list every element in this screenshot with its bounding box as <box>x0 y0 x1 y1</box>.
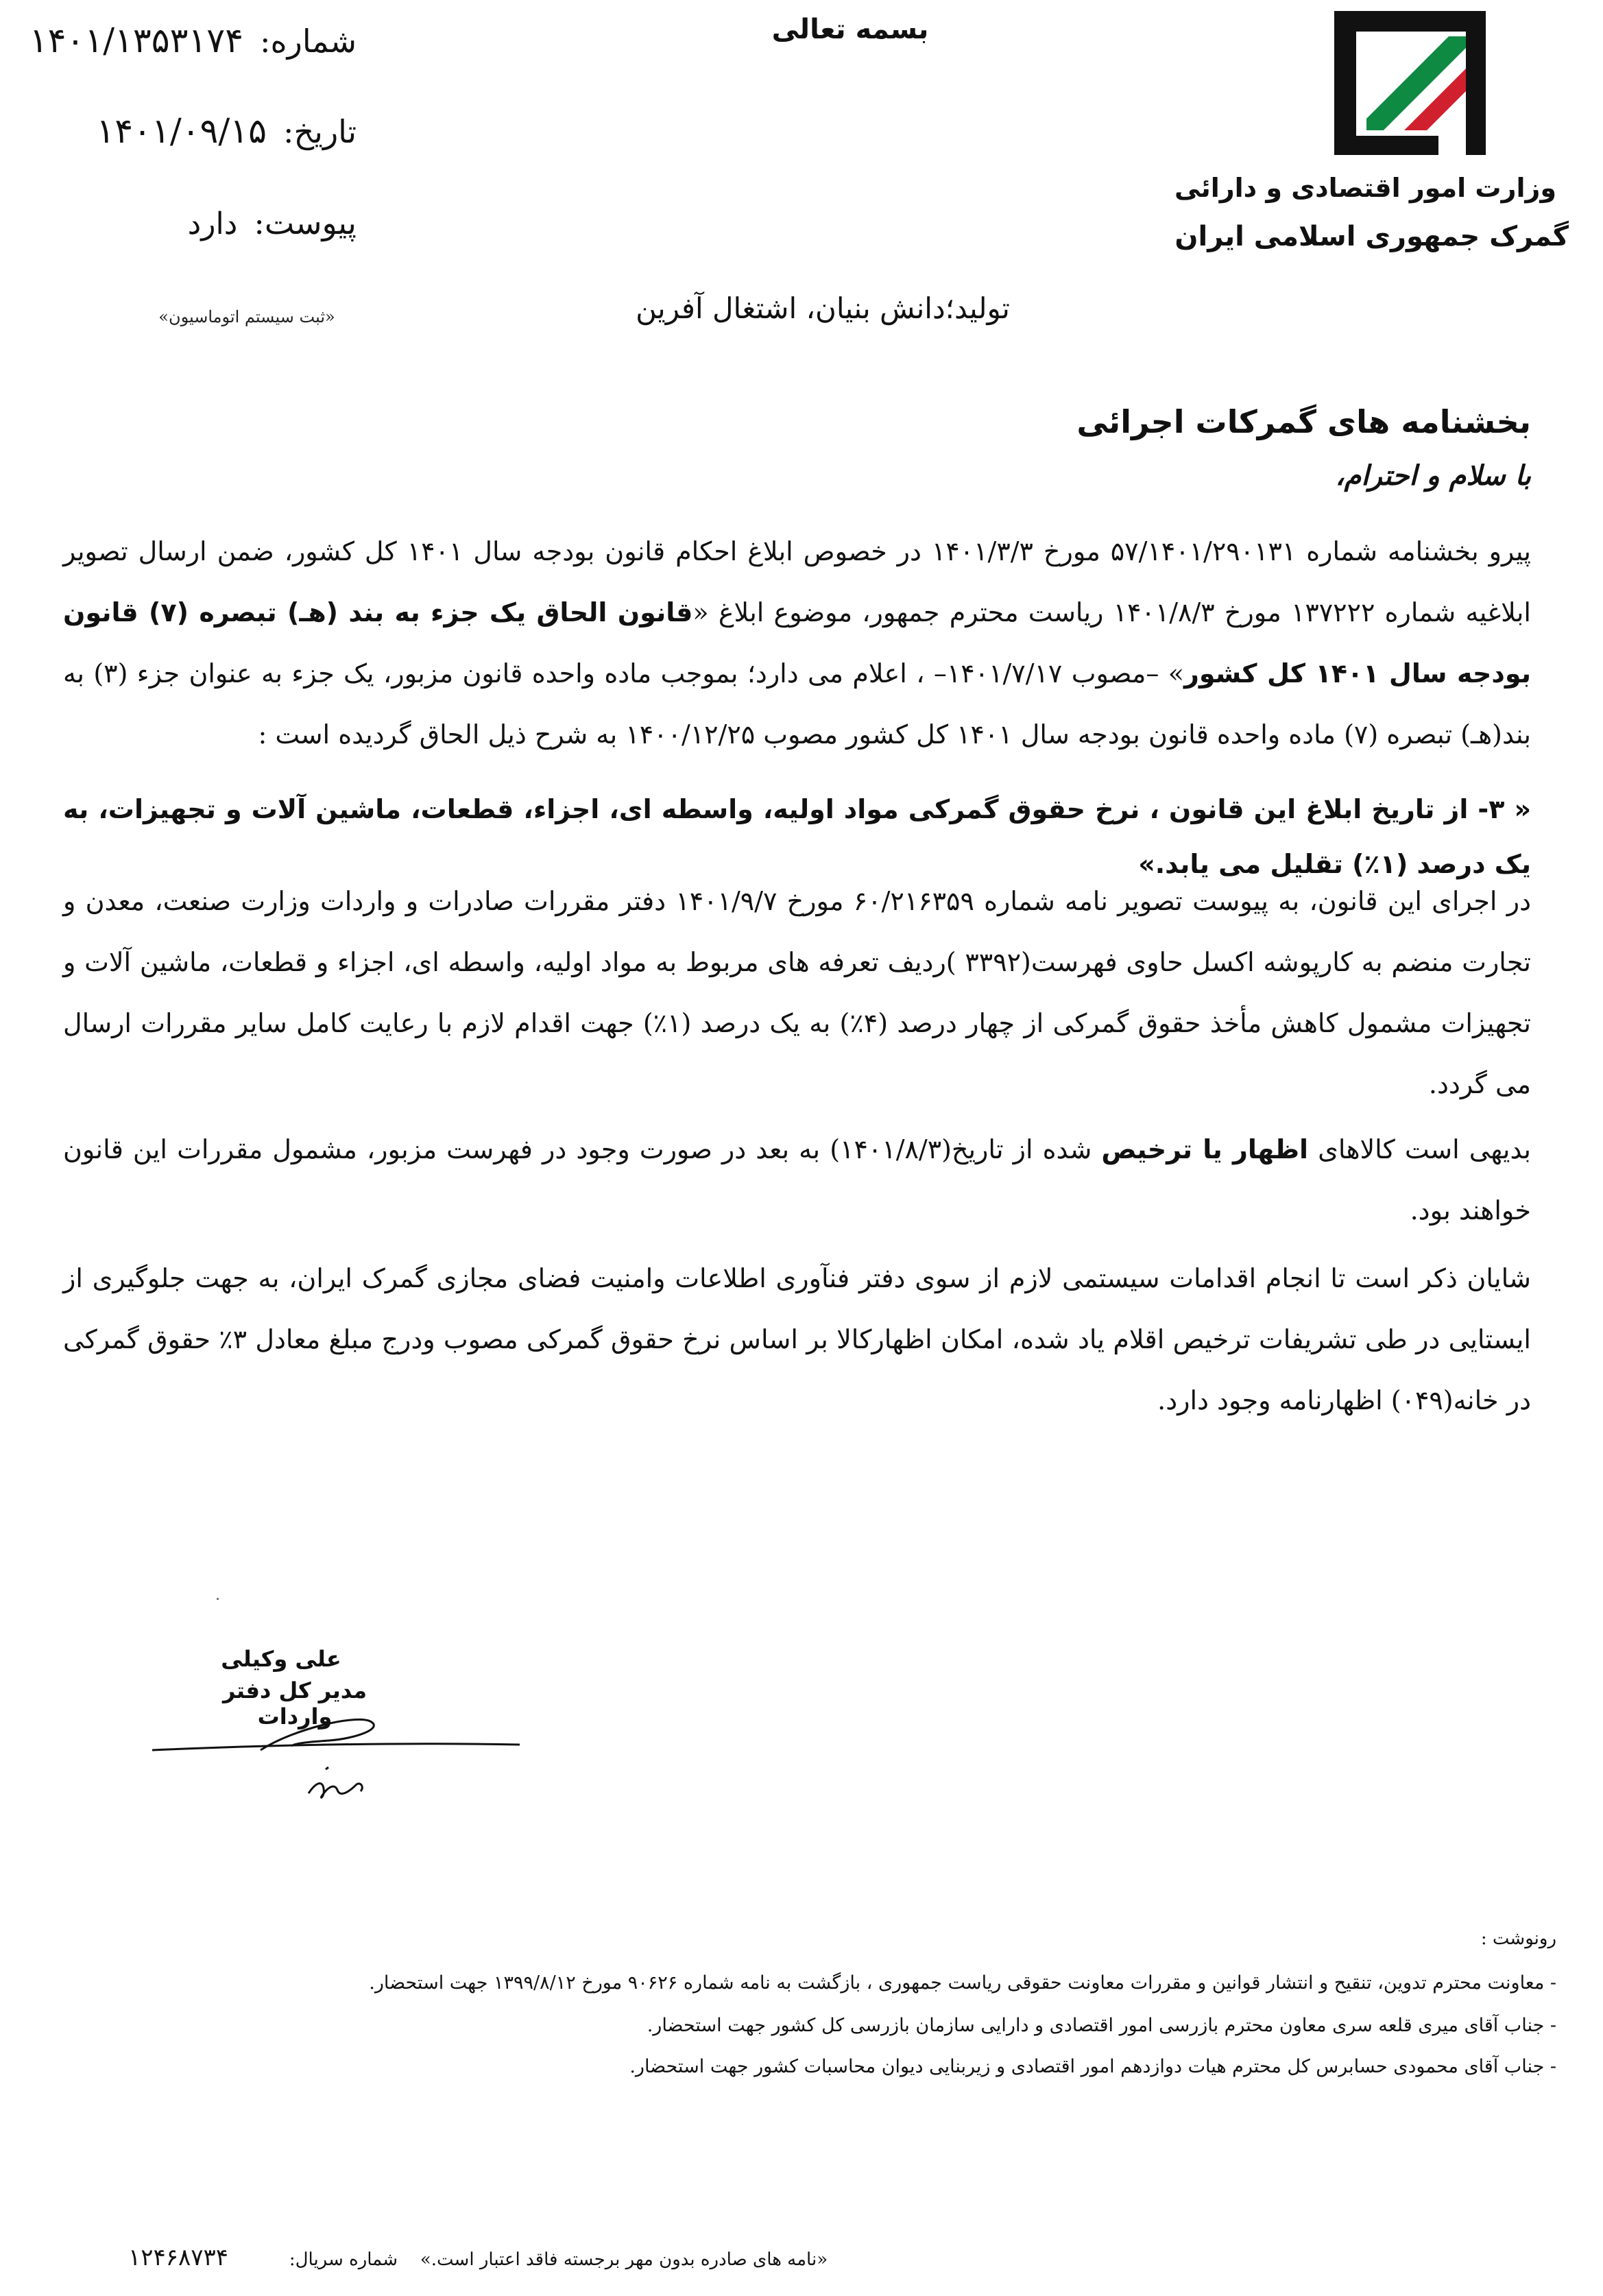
date-value: ۱۴۰۱/۰۹/۱۵ <box>96 111 267 151</box>
customs-logo-icon <box>1329 5 1491 160</box>
paragraph-4-emphasis: اظهار یا ترخیص <box>1101 1134 1309 1164</box>
paragraph-4 <box>63 1119 1531 1241</box>
customs-name: گمرک جمهوری اسلامی ایران <box>1174 221 1569 252</box>
attachment-value: دارد <box>187 206 238 241</box>
paragraph-2-quoted-clause: « ۳- از تاریخ ابلاغ این قانون ، نرخ حقوق گمرکی مواد اولیه، واسطه ای، اجزاء، قطعات، ماشین آلات و تجهیزات، به یک درصد (۱٪) تقلیل می یابد.» <box>63 794 1531 879</box>
automation-registration: «ثبت سیستم اتوماسیون» <box>158 307 335 326</box>
ministry-name: وزارت امور اقتصادی و دارائی <box>1174 173 1556 203</box>
date-label: تاریخ: <box>282 113 357 150</box>
greeting: با سلام و احترام، <box>1335 459 1531 492</box>
copy-recipient: - معاونت محترم تدوین، تنقیح و انتشار قوانین و مقررات معاونت حقوقی ریاست جمهوری ، بازگشت به نامه شماره ۹۰۶۲۶ مورخ ۱۳۹۹/۸/۱۲ جهت استحضار. <box>369 1972 1556 1994</box>
copy-recipient: - جناب آقای میری قلعه سری معاون محترم بازرسی امور اقتصادی و دارایی سازمان بازرسی کل کشور جهت استحضار. <box>647 2015 1556 2036</box>
letter-date <box>14 111 357 151</box>
copies-title: رونوشت : <box>1480 1928 1556 1949</box>
basmala: بسمه تعالی <box>771 14 929 45</box>
handwritten-signature <box>151 1701 521 1817</box>
scan-dot <box>217 1598 219 1600</box>
letter-attachment <box>14 204 357 241</box>
copy-recipient: - جناب آقای محمودی حسابرس کل محترم هیات دوازدهم امور اقتصادی و زیربنایی دیوان محاسبات کشور جهت استحضار. <box>629 2056 1556 2077</box>
validity-note: «نامه های صادره بدون مهر برجسته فاقد اعتبار است.» <box>420 2249 828 2270</box>
paragraph-5: شایان ذکر است تا انجام اقدامات سیستمی لازم از سوی دفتر فنآوری اطلاعات وامنیت فضای مجازی گمرک ایران، به جهت جلوگیری از ایستایی در طی تشریفات ترخیص اقلام یاد شده، امکان اظهارکالا بر اساس نرخ حقوق گمرکی مصوب ودرج مبلغ معادل ۳٪ حقوق گمرکی در خانه(۰۴۹) اظهارنامه وجود دارد. <box>63 1263 1531 1415</box>
paragraph-1 <box>63 521 1531 765</box>
recipient: بخشنامه های گمرکات اجرائی <box>1076 403 1531 440</box>
paragraph-3: در اجرای این قانون، به پیوست تصویر نامه شماره ۶۰/۲۱۶۳۵۹ مورخ ۱۴۰۱/۹/۷ دفتر مقررات صادرات و واردات وزارت صنعت، معدن و تجارت منضم به کارپوشه اکسل حاوی فهرست(۳۳۹۲ )ردیف تعرفه های مربوط به مواد اولیه، واسطه ای، اجزاء و قطعات، ماشین آلات و تجهیزات مشمول کاهش مأخذ حقوق گمرکی از چهار درصد (۴٪) به یک درصد (۱٪) جهت اقدام لازم با رعایت کامل سایر مقررات ارسال می گردد. <box>63 886 1532 1099</box>
number-label: شماره: <box>260 23 357 60</box>
paragraph-4-part-a: بدیهی است کالاهای <box>1308 1134 1532 1164</box>
letter-number <box>14 21 357 60</box>
paragraph-1-part-a: پیرو بخشنامه شماره ۵۷/۱۴۰۱/۲۹۰۱۳۱ مورخ ۱۴۰۱/۳/۳ در خصوص ابلاغ احکام قانون بودجه سال ۱۴۰۱ کل کشور، ضمن ارسال تصویر ابلاغیه شماره ۱۳۷۲۲۲ مورخ ۱۴۰۱/۸/۳ ریاست محترم جمهور، موضوع ابلاغ « <box>63 536 1531 627</box>
serial-value: ۱۲۴۶۸۷۳۴ <box>128 2244 229 2271</box>
paragraph-1-part-c: » –مصوب ۱۴۰۱/۷/۱۷– ، اعلام می دارد؛ بموجب ماده واحده قانون مزبور، یک جزء به عنوان جزء (۳) به بند(هـ) تبصره (۷) ماده واحده قانون بودجه سال ۱۴۰۱ کل کشور مصوب ۱۴۰۰/۱۲/۲۵ به شرح ذیل الحاق گردیده است : <box>63 658 1531 750</box>
signer-title: مدیر کل دفتر واردات <box>222 1677 367 1730</box>
paragraph-4-part-c: شده از تاریخ(۱۴۰۱/۸/۳) به بعد در صورت وجود در فهرست مزبور، مشمول مقررات این قانون خواهند بود. <box>63 1134 1531 1225</box>
number-value: ۱۴۰۱/۱۳۵۳۱۷۴ <box>29 21 244 60</box>
serial-label: شماره سریال: <box>289 2249 398 2270</box>
year-slogan: تولید؛دانش بنیان، اشتغال آفرین <box>636 291 1010 325</box>
paragraph-1-law-title: قانون الحاق یک جزء به بند (هـ) تبصره (۷) قانون بودجه سال ۱۴۰۱ کل کشور <box>63 597 1531 689</box>
signer-name: علی وکیلی <box>221 1646 341 1672</box>
attachment-label: پیوست: <box>254 204 357 241</box>
